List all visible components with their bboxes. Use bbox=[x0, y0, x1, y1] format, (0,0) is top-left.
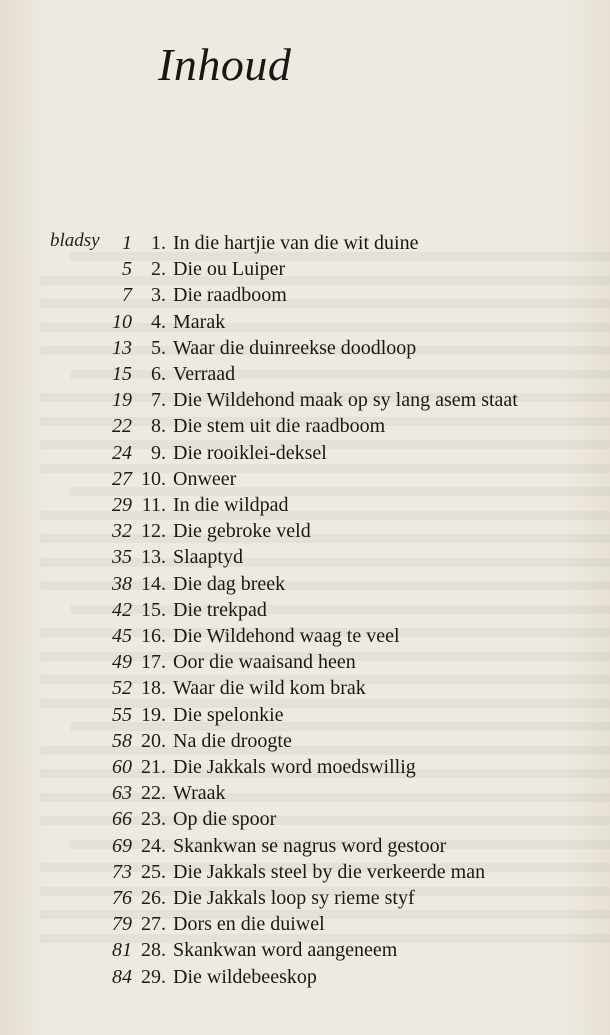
page-title: Inhoud bbox=[158, 39, 292, 90]
toc-entry-page-number: 60 bbox=[112, 756, 132, 778]
toc-entry bbox=[0, 335, 610, 361]
toc-entry bbox=[0, 544, 610, 570]
toc-entry bbox=[0, 728, 610, 754]
toc-entry-chapter-number: 23. bbox=[141, 808, 166, 831]
toc-entry bbox=[0, 282, 610, 308]
toc-entry-title: Die Jakkals word moedswillig bbox=[173, 756, 416, 778]
toc-entry-page-number: 27 bbox=[112, 467, 132, 490]
toc-entry-title: Slaaptyd bbox=[173, 546, 243, 569]
toc-entry bbox=[0, 309, 610, 335]
toc-entry bbox=[0, 413, 610, 439]
toc-entry-title: Die Wildehond waag te veel bbox=[173, 625, 400, 647]
toc-entry-chapter-number: 26. bbox=[141, 887, 166, 909]
toc-entry-page-number: 32 bbox=[112, 520, 132, 543]
toc-entry bbox=[0, 387, 610, 413]
toc-entry-page-number: 29 bbox=[112, 494, 132, 516]
toc-entry bbox=[0, 833, 610, 859]
toc-entry bbox=[0, 780, 610, 806]
toc-entry bbox=[0, 754, 610, 780]
toc-entry-title: Die stem uit die raadboom bbox=[173, 415, 386, 438]
toc-entry-chapter-number: 9. bbox=[151, 441, 166, 464]
toc-entry-page-number: 22 bbox=[112, 415, 132, 438]
toc-entry-title: Die dag breek bbox=[173, 572, 286, 595]
toc-entry bbox=[0, 518, 610, 544]
toc-entry-chapter-number: 24. bbox=[141, 834, 166, 857]
toc-entry-page-number: 10 bbox=[112, 310, 132, 333]
toc-entry-chapter-number: 29. bbox=[141, 965, 166, 988]
toc-entry-chapter-number: 1. bbox=[151, 232, 166, 254]
toc-entry-title: Die spelonkie bbox=[173, 703, 284, 726]
toc-entry-page-number: 35 bbox=[112, 546, 132, 569]
toc-entry-title: Die Jakkals steel by die verkeerde man bbox=[173, 860, 486, 883]
toc-entry-chapter-number: 2. bbox=[151, 258, 166, 281]
toc-entry bbox=[0, 466, 610, 492]
toc-entry-chapter-number: 17. bbox=[141, 651, 166, 674]
toc-entry-title: Die raadboom bbox=[173, 284, 287, 307]
toc-entry bbox=[0, 230, 610, 256]
toc-entry-page-number: 15 bbox=[112, 363, 132, 385]
toc-entry-page-number: 13 bbox=[112, 336, 132, 359]
toc-entry bbox=[0, 256, 610, 282]
toc-entry-page-number: 38 bbox=[112, 572, 132, 595]
toc-entry bbox=[0, 675, 610, 701]
toc-entry-page-number: 7 bbox=[122, 284, 132, 307]
toc-entry-page-number: 45 bbox=[112, 625, 132, 647]
toc-entry-chapter-number: 12. bbox=[141, 520, 166, 543]
toc-entry-page-number: 24 bbox=[112, 441, 132, 464]
toc-entry bbox=[0, 440, 610, 466]
toc-entry-title: Die trekpad bbox=[173, 598, 267, 621]
toc-entry-page-number: 69 bbox=[112, 834, 132, 857]
toc-entry-page-number: 81 bbox=[112, 939, 132, 962]
toc-entry-title: Die Jakkals loop sy rieme styf bbox=[173, 887, 415, 909]
toc-entry-chapter-number: 18. bbox=[141, 677, 166, 700]
toc-entry-title: Na die droogte bbox=[173, 729, 292, 752]
toc-entry bbox=[0, 885, 610, 911]
toc-entry-page-number: 58 bbox=[112, 729, 132, 752]
toc-entry bbox=[0, 859, 610, 885]
toc-entry-chapter-number: 4. bbox=[151, 310, 166, 333]
toc-entry-chapter-number: 16. bbox=[141, 625, 166, 647]
toc-entry-title: Verraad bbox=[173, 363, 236, 385]
toc-entry-page-number: 63 bbox=[112, 782, 132, 805]
toc-entry-chapter-number: 15. bbox=[141, 598, 166, 621]
toc-entry-page-number: 52 bbox=[112, 677, 132, 700]
toc-entry-title: Die ou Luiper bbox=[173, 258, 286, 281]
toc-entry bbox=[0, 806, 610, 832]
toc-entry-page-number: 66 bbox=[112, 808, 132, 831]
toc-entry-title: Die gebroke veld bbox=[173, 520, 311, 543]
toc-entry-title: Waar die duinreekse doodloop bbox=[173, 336, 417, 359]
toc-entry bbox=[0, 597, 610, 623]
toc-entry-chapter-number: 22. bbox=[141, 782, 166, 805]
toc-entry-page-number: 76 bbox=[112, 887, 132, 909]
toc-entry bbox=[0, 361, 610, 387]
toc-entry-title: Wraak bbox=[173, 782, 226, 805]
toc-entry-page-number: 73 bbox=[112, 860, 132, 883]
toc-entry-chapter-number: 5. bbox=[151, 336, 166, 359]
toc-entry bbox=[0, 492, 610, 518]
toc-entry-page-number: 84 bbox=[112, 965, 132, 988]
toc-entry bbox=[0, 937, 610, 963]
toc-entry-title: Skankwan word aangeneem bbox=[173, 939, 398, 962]
toc-entry-title: Skankwan se nagrus word gestoor bbox=[173, 834, 447, 857]
toc-entry-page-number: 19 bbox=[112, 389, 132, 412]
toc-entry bbox=[0, 623, 610, 649]
toc-entry-title: Waar die wild kom brak bbox=[173, 677, 366, 700]
toc-entry-chapter-number: 19. bbox=[141, 703, 166, 726]
toc-entry-title: Oor die waaisand heen bbox=[173, 651, 356, 674]
page-column-label: bladsy bbox=[50, 230, 100, 251]
toc-entry-chapter-number: 28. bbox=[141, 939, 166, 962]
toc-entry-chapter-number: 25. bbox=[141, 860, 166, 883]
toc-entry-title: Die rooiklei-deksel bbox=[173, 441, 327, 464]
toc-entry-page-number: 42 bbox=[112, 598, 132, 621]
toc-entry-title: Dors en die duiwel bbox=[173, 913, 325, 936]
toc-entry-page-number: 1 bbox=[122, 232, 132, 254]
toc-entry bbox=[0, 702, 610, 728]
toc-entry bbox=[0, 649, 610, 675]
toc-entry-page-number: 5 bbox=[122, 258, 132, 281]
toc-entry-chapter-number: 13. bbox=[141, 546, 166, 569]
toc-entry-title: In die hartjie van die wit duine bbox=[173, 232, 419, 254]
toc-entry-chapter-number: 8. bbox=[151, 415, 166, 438]
toc-entry-title: Op die spoor bbox=[173, 808, 277, 831]
toc-entry-chapter-number: 21. bbox=[141, 756, 166, 778]
toc-entry-chapter-number: 7. bbox=[151, 389, 166, 412]
toc-entry-page-number: 49 bbox=[112, 651, 132, 674]
toc-entry-title: Onweer bbox=[173, 467, 237, 490]
toc-entry bbox=[0, 964, 610, 990]
toc-entry-title: Die wildebeeskop bbox=[173, 965, 317, 988]
toc-entry bbox=[0, 911, 610, 937]
toc-entry-page-number: 79 bbox=[112, 913, 132, 936]
toc-entry-chapter-number: 10. bbox=[141, 467, 166, 490]
toc-entry-page-number: 55 bbox=[112, 703, 132, 726]
toc-entry-chapter-number: 14. bbox=[141, 572, 166, 595]
toc-entry-title: Marak bbox=[173, 310, 226, 333]
toc-entry-title: In die wildpad bbox=[173, 494, 289, 516]
toc-entry-chapter-number: 3. bbox=[151, 284, 166, 307]
toc-entry-chapter-number: 27. bbox=[141, 913, 166, 936]
toc-entry-chapter-number: 6. bbox=[151, 363, 166, 385]
toc-entry-chapter-number: 20. bbox=[141, 729, 166, 752]
toc-entry bbox=[0, 571, 610, 597]
toc-entry-chapter-number: 11. bbox=[141, 494, 166, 516]
toc-entry-title: Die Wildehond maak op sy lang asem staat bbox=[173, 389, 518, 412]
